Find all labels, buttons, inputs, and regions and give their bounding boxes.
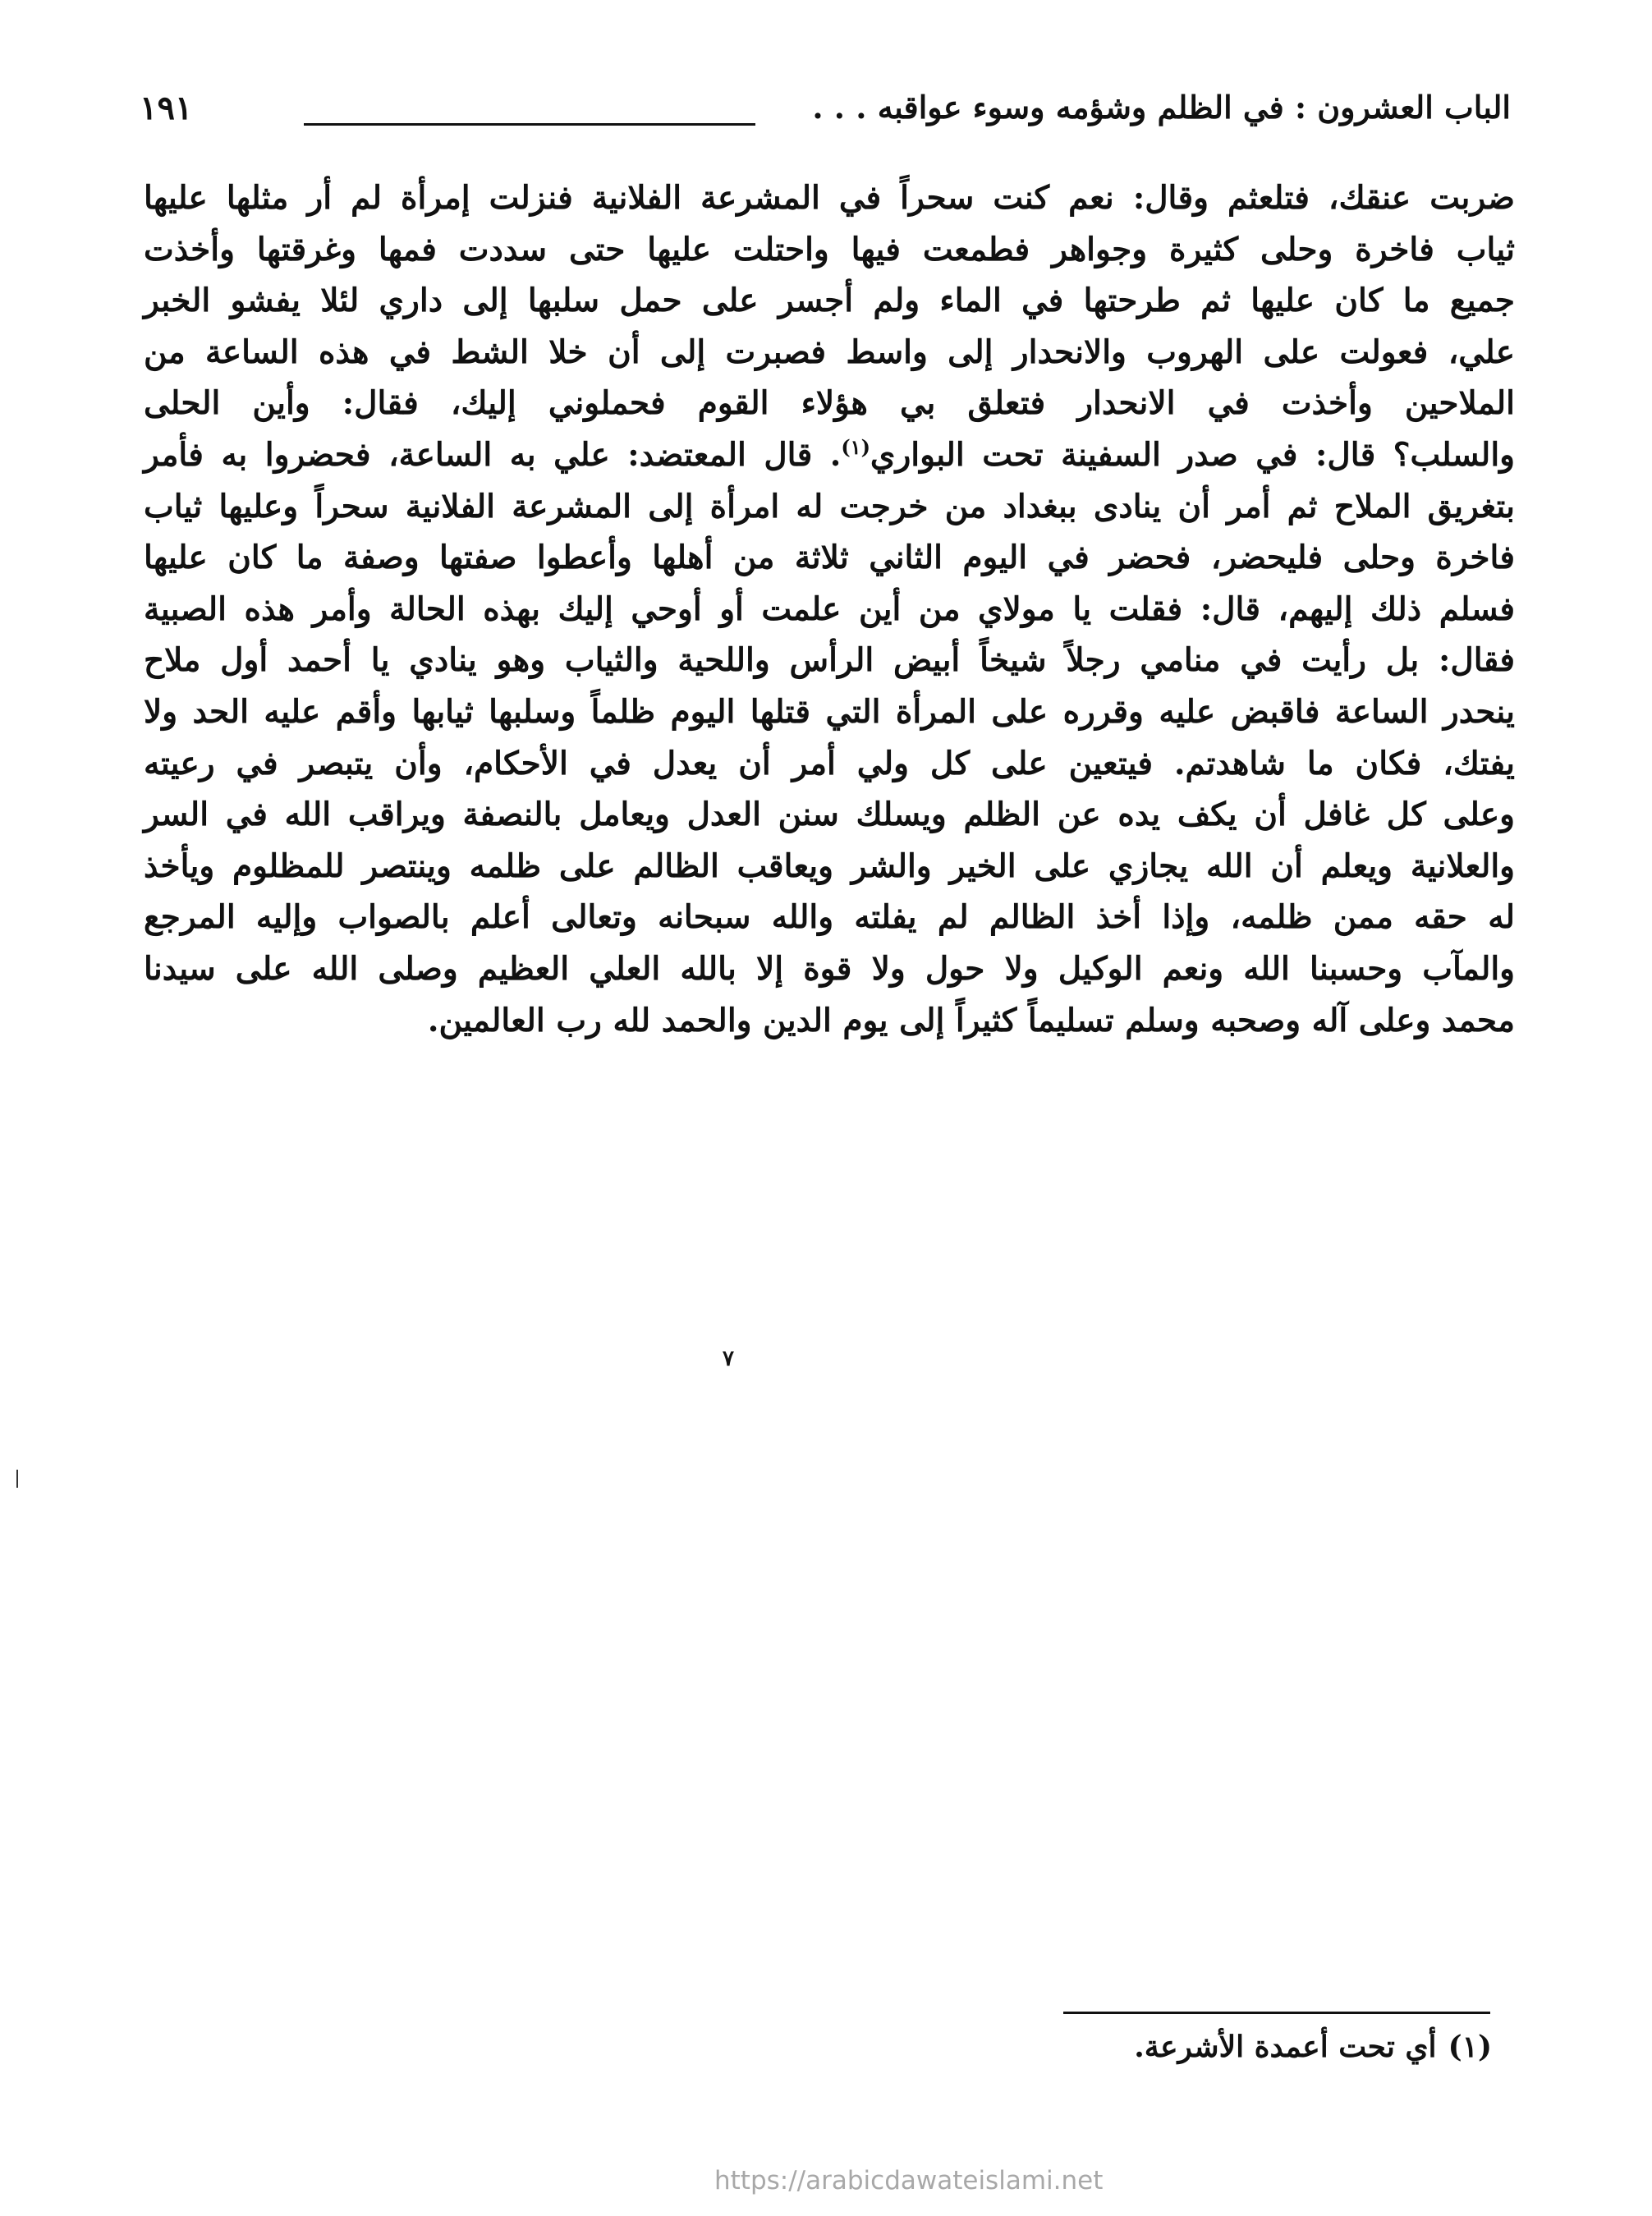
footnote-rule: [1063, 2012, 1490, 2014]
text-line: يفتك، فكان ما شاهدتم. فيتعين على كل ولي أمر أن يعدل في الأحكام، وأن يتبصر في رعيته: [144, 744, 1515, 782]
text-line: والعلانية ويعلم أن الله يجازي على الخير والشر ويعاقب الظالم على ظلمه وينتصر للمظلوم ويأخذ: [144, 846, 1515, 885]
running-header: [140, 82, 1511, 148]
text-line: له حقه ممن ظلمه، وإذا أخذ الظالم لم يفلته والله سبحانه وتعالى أعلم بالصواب وإليه المرجع: [144, 898, 1515, 937]
text-line: وعلى كل غافل أن يكف يده عن الظلم ويسلك سنن العدل ويعامل بالنصفة ويراقب الله في السر: [144, 796, 1515, 834]
page-number: ١٩١: [140, 89, 193, 127]
footnote-number: (١): [1448, 2030, 1492, 2064]
footnote-reference[interactable]: (١): [841, 434, 870, 459]
text-line: الملاحين وأخذت في الانحدار فتعلق بي هؤلاء القوم فحملوني إليك، فقال: وأين الحلى: [144, 384, 1515, 423]
text-line: فقال: بل رأيت في منامي رجلاً شيخاً أبيض الرأس واللحية والثياب وهو ينادي يا أحمد أول ملاح: [144, 641, 1515, 680]
text-line: والمآب وحسبنا الله ونعم الوكيل ولا حول ولا قوة إلا بالله العلي العظيم وصلى الله على سيدنا: [144, 949, 1515, 988]
text-line-start: والسلب؟ قال: في صدر السفينة تحت البواري: [870, 435, 1515, 474]
text-line-end: . قال المعتضد: علي به الساعة، فحضروا به فأمر: [144, 435, 842, 474]
text-line: ضربت عنقك، فتلعثم وقال: نعم كنت سحراً في المشرعة الفلانية فنزلت إمرأة لم أر مثلها عليها: [144, 179, 1515, 217]
watermark-url[interactable]: https://arabicdawateislami.net: [714, 2166, 1104, 2195]
text-line: فاخرة وحلى فليحضر، فحضر في اليوم الثاني ثلاثة من أهلها وأعطوا صفتها وصفة ما كان عليها: [144, 539, 1515, 577]
text-line-last: محمد وعلى آله وصحبه وسلم تسليماً كثيراً إلى يوم الدين والحمد لله رب العالمين.: [427, 1001, 1515, 1039]
text-line: بتغريق الملاح ثم أمر أن ينادى ببغداد من خرجت له امرأة إلى المشرعة الفلانية سحراً وعليها ثياب: [144, 487, 1515, 525]
text-line: فسلم ذلك إليهم، قال: فقلت يا مولاي من أين علمت أو أوحي إليك بهذه الحالة وأمر هذه الصبية: [144, 590, 1515, 628]
body-text: [144, 172, 1515, 1046]
text-line-with-footnote: [144, 429, 1515, 481]
stray-mark: ٧: [723, 1347, 734, 1371]
footnote: [1134, 2030, 1492, 2064]
footnote-text: أي تحت أعمدة الأشرعة.: [1134, 2030, 1437, 2064]
text-line: جميع ما كان عليها ثم طرحتها في الماء ولم أجسر على حمل سلبها إلى داري لئلا يفشو الخبر: [144, 282, 1515, 320]
header-rule: [304, 123, 755, 126]
text-line: علي، فعولت على الهروب والانحدار إلى واسط فصبرت إلى أن خلا الشط في هذه الساعة من: [144, 333, 1515, 371]
chapter-title: الباب العشرون : في الظلم وشؤمه وسوء عواقبه . . .: [812, 89, 1511, 126]
text-line: ثياب فاخرة وحلى كثيرة وجواهر فطمعت فيها واحتلت عليها حتى سددت فمها وغرقتها وأخذت: [144, 230, 1515, 268]
text-line: ينحدر الساعة فاقبض عليه وقرره على المرأة التي قتلها اليوم ظلماً وسلبها ثيابها وأقم عليه الحد ولا: [144, 692, 1515, 731]
margin-tick: [16, 1470, 18, 1488]
